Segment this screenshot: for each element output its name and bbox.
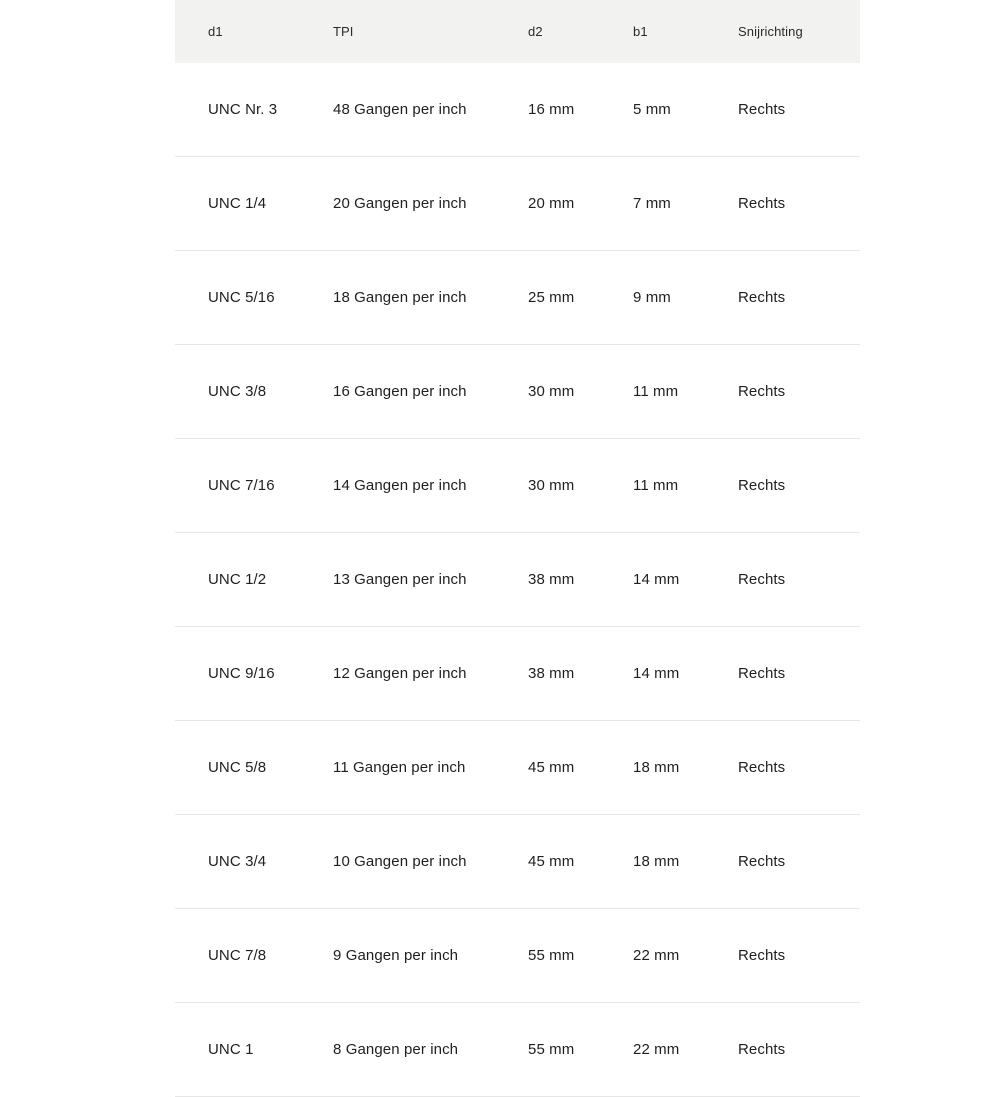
table-row: [175, 157, 860, 251]
cell-d2: 25 mm: [528, 251, 633, 345]
table-row: [175, 909, 860, 1003]
cell-tpi: 11 Gangen per inch: [333, 721, 528, 815]
cell-d1: UNC 5/8: [175, 721, 333, 815]
cell-snijrichting: Rechts: [738, 533, 860, 627]
table-row: [175, 439, 860, 533]
cell-snijrichting: Rechts: [738, 815, 860, 909]
cell-tpi: 14 Gangen per inch: [333, 439, 528, 533]
cell-snijrichting: Rechts: [738, 345, 860, 439]
cell-snijrichting: Rechts: [738, 63, 860, 157]
table-row: [175, 63, 860, 157]
column-header-d1: d1: [208, 24, 223, 39]
table-row: [175, 627, 860, 721]
cell-d1: UNC Nr. 3: [175, 63, 333, 157]
cell-tpi: 20 Gangen per inch: [333, 157, 528, 251]
specification-table-container: [175, 0, 825, 1097]
cell-snijrichting: Rechts: [738, 721, 860, 815]
specification-table: [175, 0, 860, 1097]
cell-b1: 14 mm: [633, 533, 738, 627]
cell-b1: 5 mm: [633, 63, 738, 157]
table-header-row: [175, 0, 860, 63]
cell-d2: 45 mm: [528, 815, 633, 909]
cell-b1: 14 mm: [633, 627, 738, 721]
cell-b1: 7 mm: [633, 157, 738, 251]
table-row: [175, 721, 860, 815]
cell-b1: 9 mm: [633, 251, 738, 345]
table-row: [175, 533, 860, 627]
cell-d2: 38 mm: [528, 533, 633, 627]
column-header-d2: d2: [528, 24, 543, 39]
cell-d2: 38 mm: [528, 627, 633, 721]
cell-d1: UNC 5/16: [175, 251, 333, 345]
cell-d2: 30 mm: [528, 345, 633, 439]
cell-d2: 20 mm: [528, 157, 633, 251]
cell-tpi: 8 Gangen per inch: [333, 1003, 528, 1097]
cell-tpi: 9 Gangen per inch: [333, 909, 528, 1003]
cell-tpi: 18 Gangen per inch: [333, 251, 528, 345]
cell-tpi: 13 Gangen per inch: [333, 533, 528, 627]
cell-snijrichting: Rechts: [738, 627, 860, 721]
cell-d2: 55 mm: [528, 909, 633, 1003]
cell-d2: 30 mm: [528, 439, 633, 533]
cell-tpi: 10 Gangen per inch: [333, 815, 528, 909]
cell-snijrichting: Rechts: [738, 439, 860, 533]
cell-b1: 11 mm: [633, 345, 738, 439]
cell-tpi: 48 Gangen per inch: [333, 63, 528, 157]
cell-b1: 22 mm: [633, 909, 738, 1003]
cell-snijrichting: Rechts: [738, 251, 860, 345]
column-header-snijrichting: Snijrichting: [738, 24, 803, 39]
cell-d1: UNC 7/16: [175, 439, 333, 533]
cell-d1: UNC 1/4: [175, 157, 333, 251]
cell-d2: 16 mm: [528, 63, 633, 157]
cell-b1: 18 mm: [633, 815, 738, 909]
cell-d1: UNC 1/2: [175, 533, 333, 627]
cell-snijrichting: Rechts: [738, 909, 860, 1003]
cell-b1: 22 mm: [633, 1003, 738, 1097]
table-body: [175, 63, 860, 1097]
cell-d1: UNC 3/8: [175, 345, 333, 439]
table-row: [175, 815, 860, 909]
cell-tpi: 12 Gangen per inch: [333, 627, 528, 721]
cell-snijrichting: Rechts: [738, 1003, 860, 1097]
cell-b1: 18 mm: [633, 721, 738, 815]
column-header-b1: b1: [633, 24, 648, 39]
cell-d2: 55 mm: [528, 1003, 633, 1097]
cell-tpi: 16 Gangen per inch: [333, 345, 528, 439]
table-row: [175, 345, 860, 439]
cell-d1: UNC 1: [175, 1003, 333, 1097]
cell-b1: 11 mm: [633, 439, 738, 533]
cell-d1: UNC 3/4: [175, 815, 333, 909]
table-row: [175, 1003, 860, 1097]
cell-d2: 45 mm: [528, 721, 633, 815]
cell-d1: UNC 9/16: [175, 627, 333, 721]
table-header: [175, 0, 860, 63]
column-header-tpi: TPI: [333, 24, 354, 39]
cell-snijrichting: Rechts: [738, 157, 860, 251]
table-row: [175, 251, 860, 345]
cell-d1: UNC 7/8: [175, 909, 333, 1003]
